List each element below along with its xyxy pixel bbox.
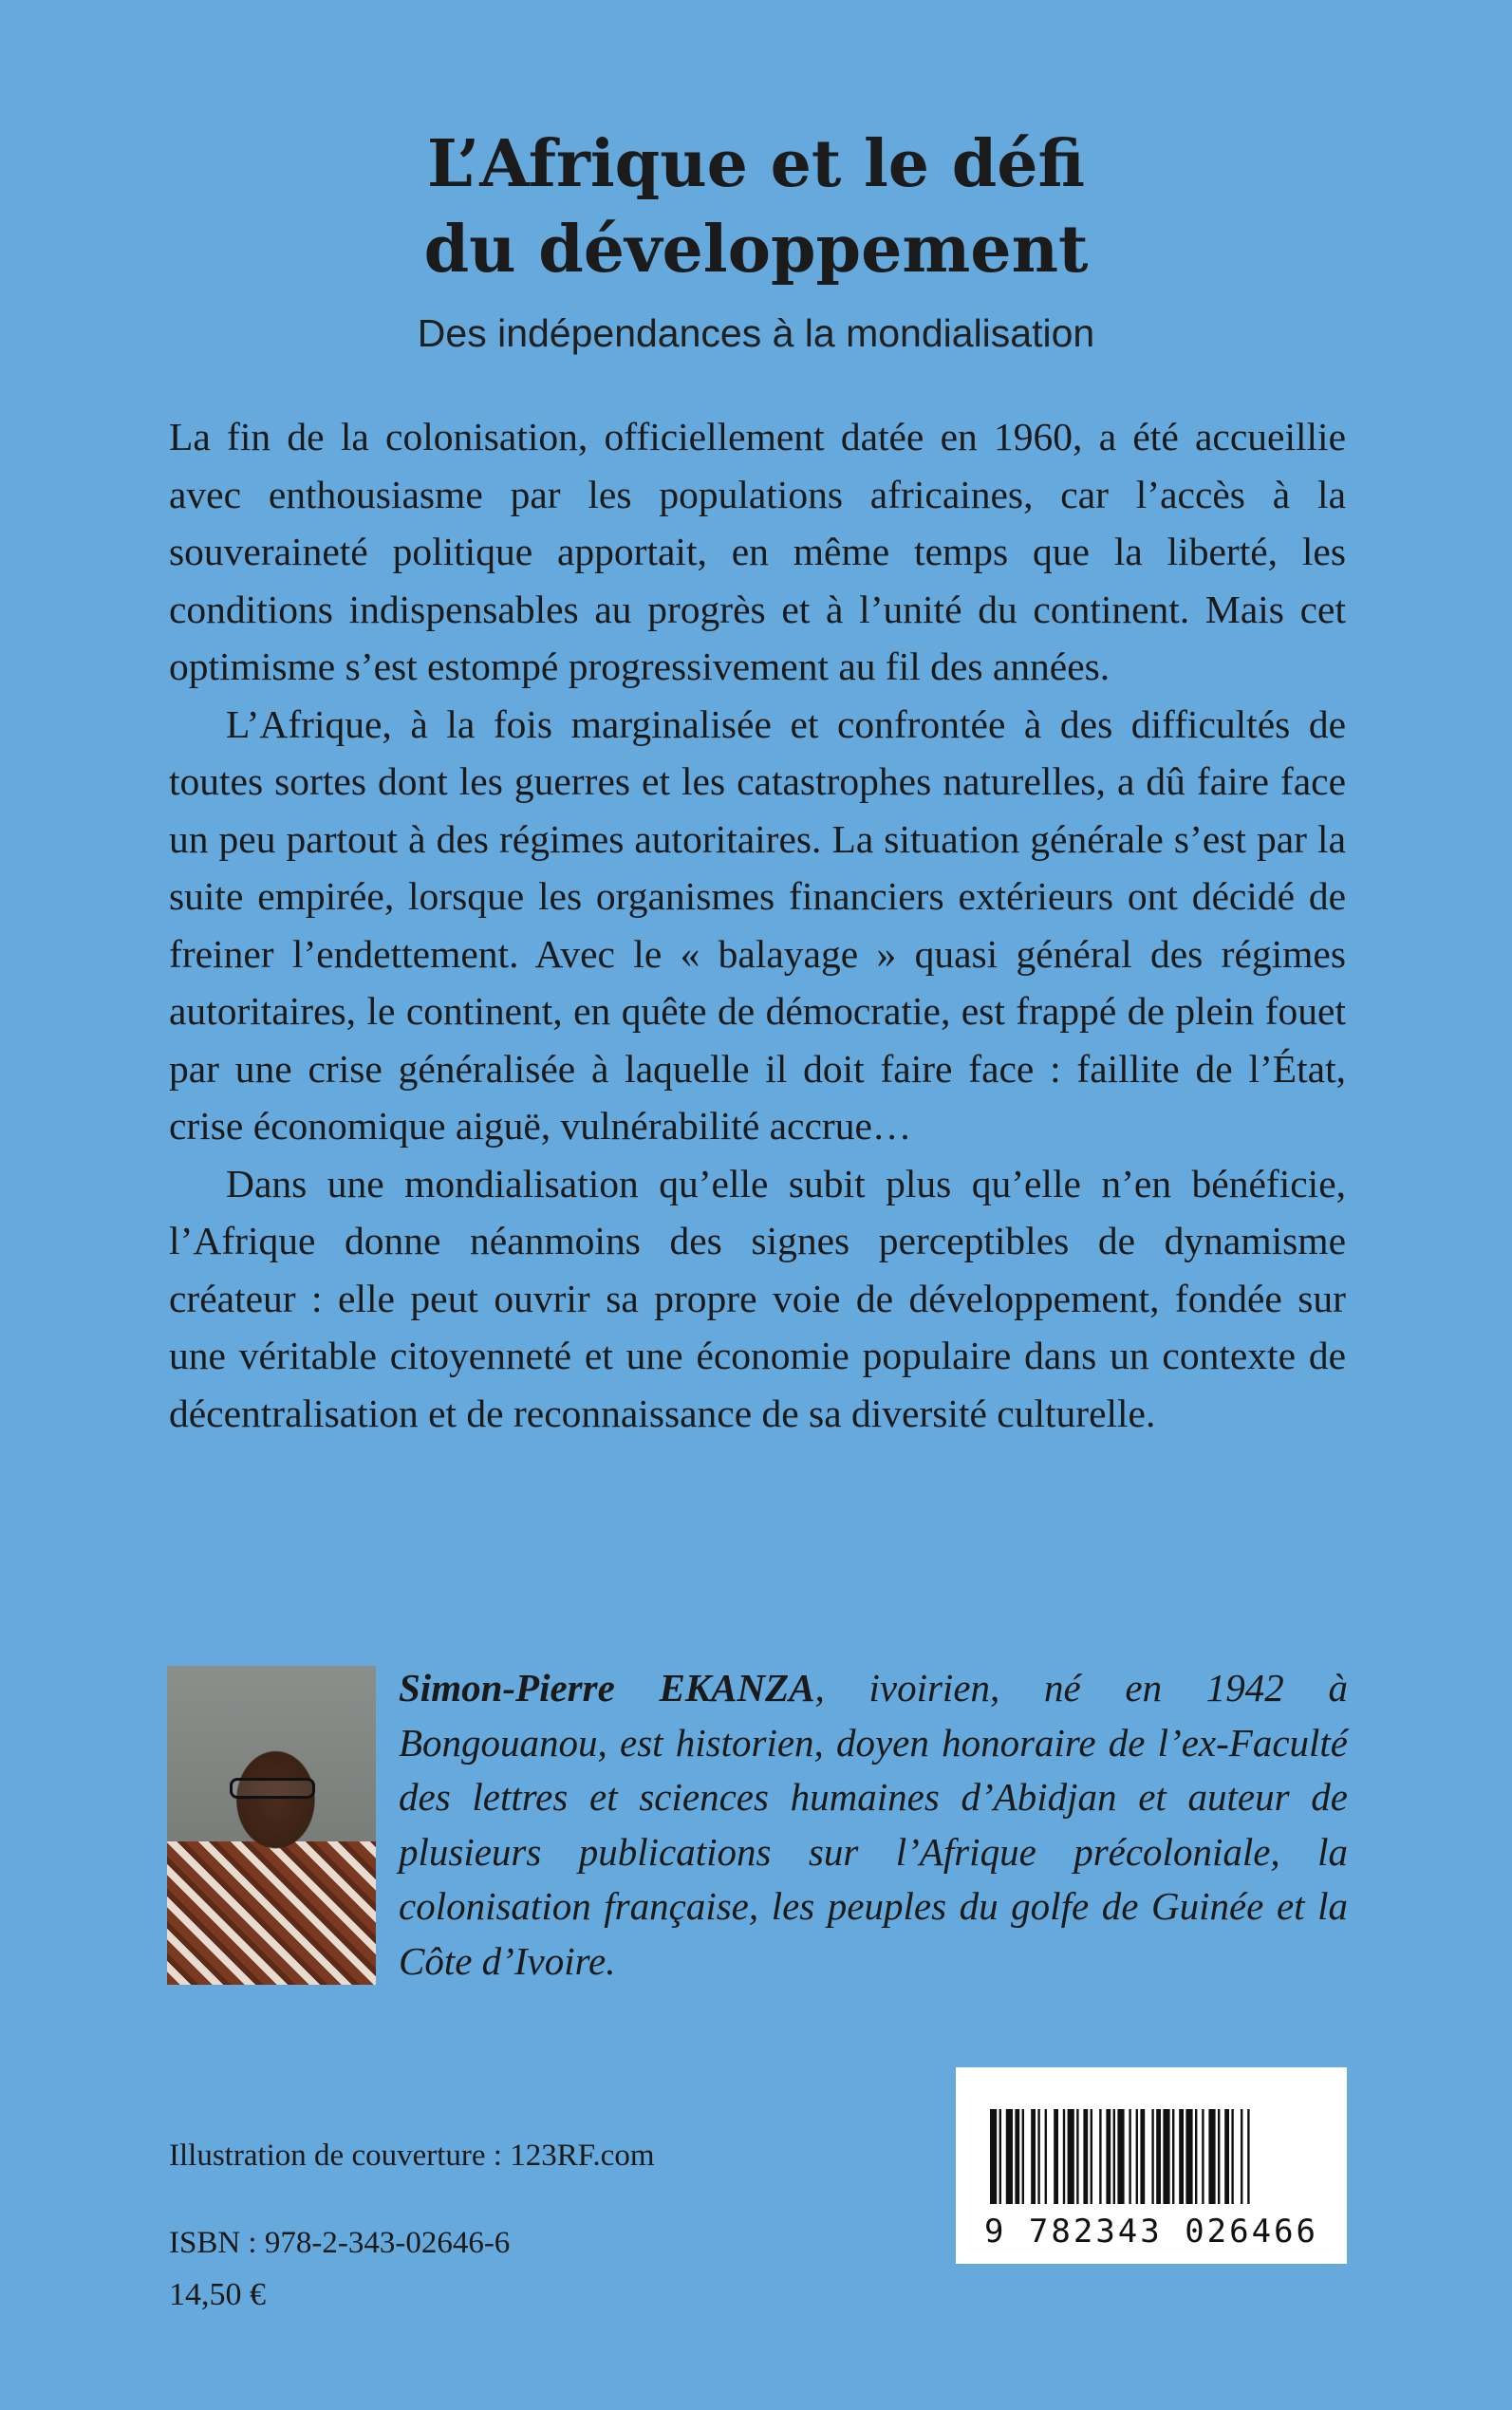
author-biography [399, 1661, 1348, 1989]
glasses-shape [230, 1778, 315, 1799]
book-title [0, 121, 1512, 292]
author-bio-text: , ivoirien, né en 1942 à Bongouanou, est historien, doyen honoraire de l’ex-Faculté des lettres et sciences humaines d’Abidjan et auteur de plusieurs publications sur l’Afrique précoloniale, la colonisation française, les peuples du golfe de Guinée et la Côte d’Ivoire. [399, 1666, 1348, 1983]
barcode-panel [956, 2067, 1347, 2264]
price-text: 14,50 € [169, 2277, 266, 2312]
author-photo [167, 1666, 376, 1985]
book-title-line-1: L’Afrique et le défi [427, 126, 1085, 202]
summary-paragraph-2: L’Afrique, à la fois marginalisée et confrontée à des difficultés de toutes sortes dont les guerres et les catastrophes naturelles, a dû faire face un peu partout à des régimes autoritaires. La situation générale s’est par la suite empirée, lorsque les organismes financiers extérieurs ont décidé de freiner l’endettement. Avec le « balayage » quasi général des régimes autoritaires, le continent, en quête de démocratie, est frappé de plein fouet par une crise généralisée à laquelle il doit faire face : faillite de l’État, crise économique aiguë, vulnérabilité accrue… [169, 701, 1346, 1148]
barcode-number: 9 782343 026466 [983, 2213, 1319, 2251]
book-title-line-2: du développement [423, 212, 1089, 288]
isbn-text: ISBN : 978-2-343-02646-6 [169, 2226, 511, 2260]
back-cover-summary [169, 408, 1346, 1442]
author-name: Simon-Pierre EKANZA [399, 1666, 815, 1709]
barcode-icon [990, 2109, 1313, 2204]
book-subtitle: Des indépendances à la mondialisation [417, 311, 1095, 355]
summary-paragraph-1: La fin de la colonisation, officiellement datée en 1960, a été accueillie avec enthousiasme par les populations africaines, car l’accès à la souveraineté politique apportait, en même temps que la liberté, les conditions indispensables au progrès et à l’unité du continent. Mais cet optimisme s’est estompé progressivement au fil des années. [169, 415, 1346, 688]
summary-paragraph-3: Dans une mondialisation qu’elle subit plus qu’elle n’en bénéficie, l’Afrique donne néanmoins des signes perceptibles de dynamisme créateur : elle peut ouvrir sa propre voie de développement, fondée sur une véritable citoyenneté et une économie populaire dans un contexte de décentralisation et de reconnaissance de sa diversité culturelle. [169, 1161, 1346, 1435]
cover-illustration-credit: Illustration de couverture : 123RF.com [169, 2139, 655, 2173]
